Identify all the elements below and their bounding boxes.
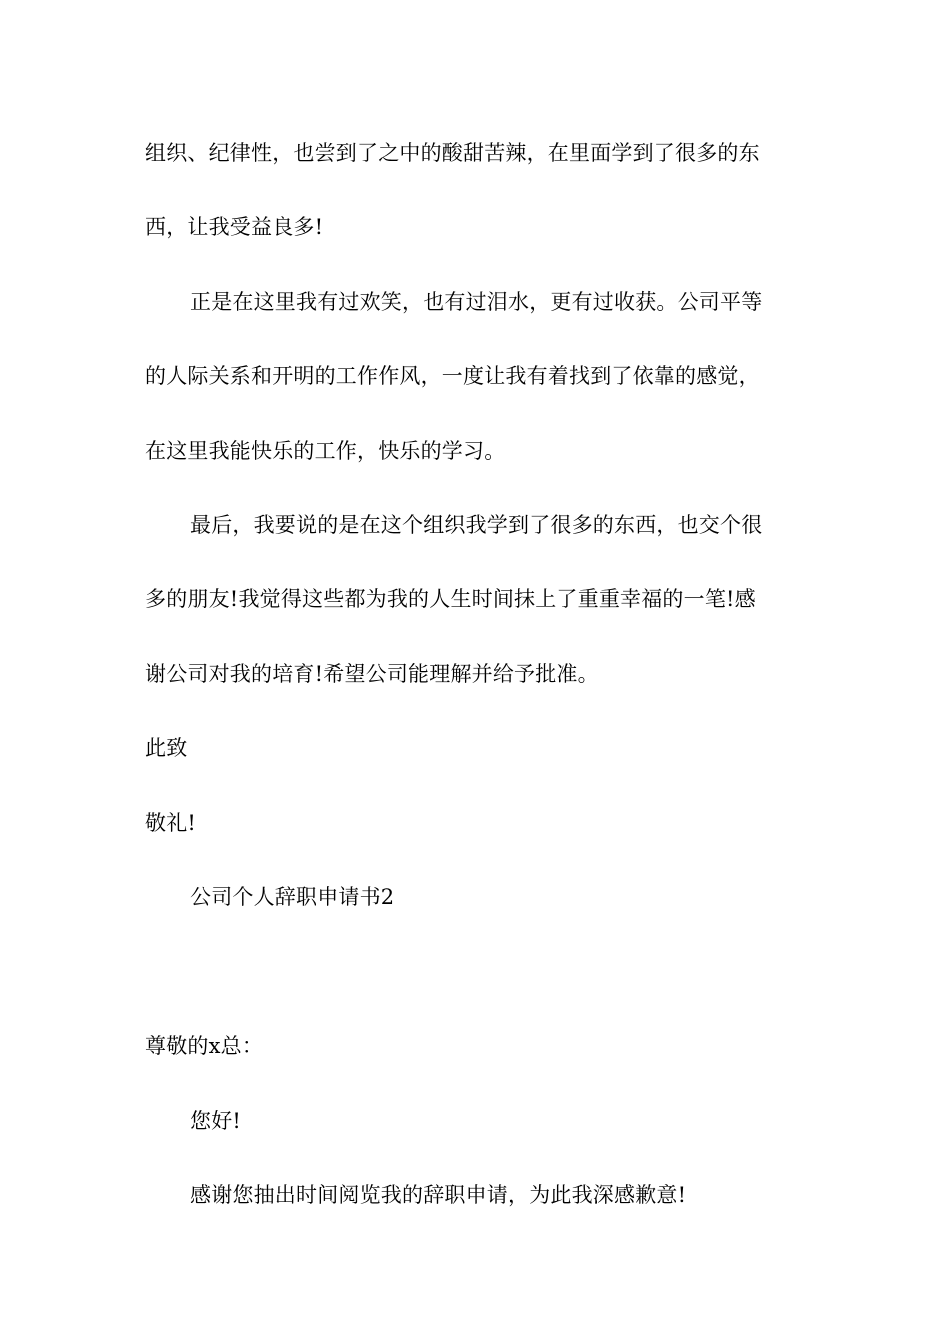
- paragraph-3-line-1: 最后，我要说的是在这个组织我学到了很多的东西，也交个很: [190, 513, 763, 537]
- paragraph-2-line-1: 正是在这里我有过欢笑，也有过泪水，更有过收获。公司平等: [190, 290, 763, 314]
- paragraph-2-line-2: 的人际关系和开明的工作作风，一度让我有着找到了依靠的感觉，: [145, 364, 760, 388]
- paragraph-3-line-2: 多的朋友!我觉得这些都为我的人生时间抹上了重重幸福的一笔!感: [145, 587, 756, 611]
- paragraph-1-line-2: 西，让我受益良多!: [145, 215, 324, 239]
- paragraph-2-line-3: 在这里我能快乐的工作，快乐的学习。: [145, 439, 506, 463]
- closing-salutation: 此致: [145, 736, 188, 760]
- paragraph-3-line-3: 谢公司对我的培育!希望公司能理解并给予批准。: [145, 662, 599, 686]
- section-title: 公司个人辞职申请书2: [190, 885, 395, 909]
- salutation: 尊敬的x总：: [145, 1034, 264, 1058]
- greeting: 您好!: [190, 1109, 242, 1133]
- paragraph-4: 感谢您抽出时间阅览我的辞职申请，为此我深感歉意!: [190, 1183, 687, 1207]
- closing-regards: 敬礼!: [145, 811, 197, 835]
- paragraph-1-line-1: 组织、纪律性，也尝到了之中的酸甜苦辣，在里面学到了很多的东: [145, 141, 760, 165]
